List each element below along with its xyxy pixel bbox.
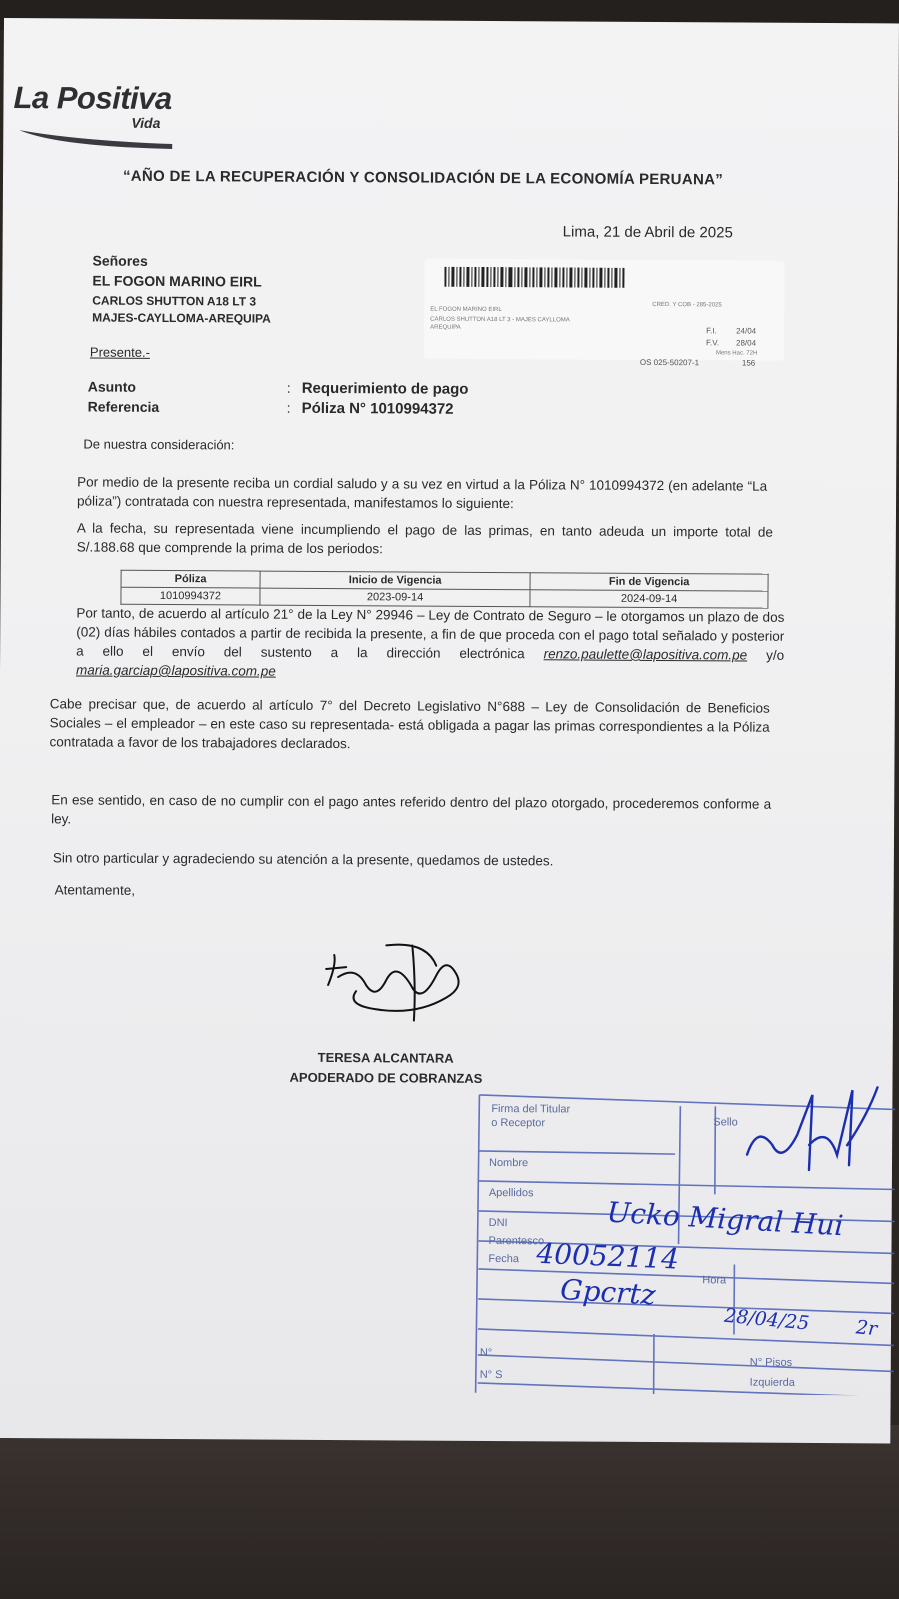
- barcode-icon: [444, 267, 634, 290]
- label-os-number: 156: [741, 358, 756, 368]
- receipt-label-ns: N° S: [479, 1368, 503, 1382]
- email-link-maria[interactable]: maria.garciap@lapositiva.com.pe: [75, 662, 276, 679]
- signature-icon: [316, 925, 477, 1036]
- paragraph-consequence: En ese sentido, en caso de no cumplir con el pago antes referido dentro del plazo otorgado, procederemos conforme a ley.: [51, 792, 772, 827]
- sign-off: Atentamente,: [54, 882, 136, 898]
- and-or-text: y/o: [766, 647, 785, 663]
- reference-colon: :: [286, 399, 291, 416]
- paragraph-intro: Por medio de la presente reciba un cordial saludo y a su vez en virtud a la Póliza N° 1010994372 (en adelante “La póliza”) contratada con nuestra representada, manifestamos lo siguiente:: [77, 474, 768, 512]
- receipt-label-n: N°: [479, 1346, 493, 1360]
- table-header: Inicio de Vigencia: [260, 571, 530, 590]
- paragraph-deadline: [76, 603, 784, 683]
- label-cred: CRED. Y COB - 285-2025: [652, 301, 722, 309]
- letter-date: Lima, 21 de Abril de 2025: [562, 223, 733, 242]
- handwritten-name: Ucko Migral Hui: [605, 1195, 845, 1243]
- receipt-label-nombre: Nombre: [488, 1156, 529, 1170]
- label-fv: F.V.: [706, 338, 720, 348]
- signatory-role: APODERADO DE COBRANZAS: [289, 1069, 483, 1086]
- receipt-label-sello: Sello: [713, 1116, 738, 1129]
- greeting: De nuestra consideración:: [83, 436, 235, 453]
- logo-swoosh-icon: [17, 126, 177, 153]
- letter-page: [0, 18, 899, 1443]
- paragraph-deadline-text: Por tanto, de acuerdo al artículo 21° de la Ley N° 29946 – Ley de Contrato de Seguro – le otorgamos un plazo de dos (02) días hábiles contados a partir de recibida la presente, a fin de que proceda con el pago total señalado y posterior a ello el envío del sustento a la dirección electrónica: [76, 605, 785, 662]
- policy-table: [120, 570, 768, 609]
- paragraph-closing: Sin otro particular y agradeciendo su atención a la presente, quedamos de ustedes.: [52, 850, 554, 869]
- handwritten-signature-icon: [737, 1085, 888, 1196]
- receipt-label-pisos: N° Pisos: [749, 1356, 793, 1369]
- email-link-renzo[interactable]: renzo.paulette@lapositiva.com.pe: [543, 646, 748, 663]
- receipt-label-receptor: o Receptor: [491, 1116, 546, 1130]
- paragraph-legal: Cabe precisar que, de acuerdo al artículo 7° del Decreto Legislativo N°688 – Ley de Consolidación de Beneficios Sociales – el empleador – en este caso su representada- está obligada a pagar las primas correspondientes a la Póliza contratada a favor de los trabajadores declarados.: [49, 696, 770, 752]
- year-heading: “AÑO DE LA RECUPERACIÓN Y CONSOLIDACIÓN DE LA ECONOMÍA PERUANA”: [122, 167, 724, 189]
- receipt-label-parentesco: Parentesco: [488, 1234, 545, 1248]
- label-fv-value: 28/04: [736, 338, 757, 348]
- table-header: Fin de Vigencia: [530, 573, 768, 591]
- label-os: OS 025-50207-1: [639, 357, 700, 368]
- recipient-address-2: MAJES-CAYLLOMA-AREQUIPA: [92, 310, 271, 326]
- label-line-1: EL FOGON MARINO EIRL: [430, 306, 502, 314]
- reference-label: Referencia: [87, 398, 160, 415]
- recipient-salutation: Señores: [92, 252, 148, 269]
- receipt-label-fecha: Fecha: [488, 1252, 520, 1266]
- signatory-name: TERESA ALCANTARA: [317, 1049, 454, 1066]
- label-line-2: CARLOS SHUTTON A18 LT 3 - MAJES CAYLLOMA: [430, 316, 570, 324]
- subject-value: Requerimiento de pago: [301, 379, 469, 398]
- handwritten-relation: Gpcrtz: [559, 1272, 657, 1312]
- background-table-surface: [0, 1425, 899, 1599]
- recipient-company: EL FOGON MARINO EIRL: [92, 272, 262, 290]
- delivery-label: [424, 259, 785, 368]
- subject-label: Asunto: [87, 378, 137, 395]
- table-header: Póliza: [121, 570, 260, 588]
- label-fi: F.I.: [706, 326, 717, 336]
- handwritten-dni: 40052114: [535, 1236, 680, 1276]
- table-cell: 2024-09-14: [530, 590, 768, 608]
- receipt-label-dni: DNI: [488, 1216, 508, 1230]
- presente-label: Presente.-: [89, 344, 150, 360]
- company-logo-sub: Vida: [131, 114, 161, 131]
- receipt-label-apellidos: Apellidos: [488, 1186, 534, 1200]
- receipt-label-hora: Hora: [702, 1274, 727, 1287]
- receipt-label-izquierda: Izquierda: [749, 1376, 795, 1389]
- handwritten-extra: 2r: [855, 1316, 879, 1341]
- recipient-address-1: CARLOS SHUTTON A18 LT 3: [92, 293, 257, 309]
- label-mens: Mens Hac. 72H: [715, 350, 758, 357]
- label-fi-value: 24/04: [736, 326, 757, 336]
- company-logo: La Positiva: [13, 80, 172, 117]
- receipt-label-firma: Firma del Titular: [491, 1102, 571, 1116]
- label-line-3: AREQUIPA: [430, 324, 461, 331]
- paragraph-debt: A la fecha, su representada viene incumpliendo el pago de las primas, en tanto adeuda un importe total de S/.188.68 que comprende la prima de los periodos:: [76, 520, 773, 557]
- table-cell: 1010994372: [121, 587, 260, 605]
- table-cell: 2023-09-14: [260, 588, 530, 607]
- handwritten-date: 28/04/25: [723, 1304, 811, 1335]
- subject-colon: :: [286, 379, 291, 396]
- receipt-stamp: [474, 1093, 896, 1396]
- reference-value: Póliza N° 1010994372: [301, 399, 454, 418]
